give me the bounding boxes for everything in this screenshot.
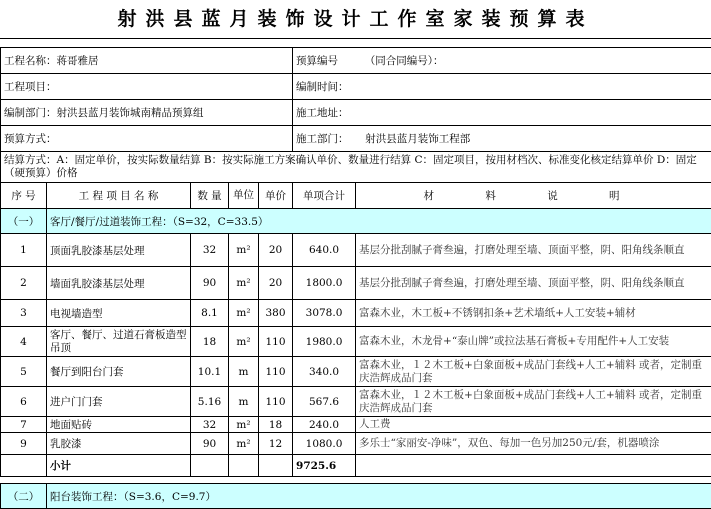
construction-dept-value: 射洪县蓝月装饰工程部 bbox=[365, 133, 470, 145]
row-material: 基层分批刮腻子膏叁遍，打磨处理至墙、顶面平整，阴、阳角线条顺直 bbox=[356, 267, 711, 300]
row-qty: 5.16 bbox=[191, 387, 229, 417]
budget-no-label: 预算编号 bbox=[296, 55, 338, 67]
section-no: （一） bbox=[1, 209, 47, 234]
table-row bbox=[1, 300, 711, 327]
settlement-method: 结算方式：A：固定单价，按实际数量结算 B：按实际施工方案确认单价、数量进行结算 C：固定项目，按用材档次、标准变化核定结算单价 D：固定（硬预算）价格 bbox=[1, 152, 711, 183]
row-total: 340.0 bbox=[293, 357, 356, 387]
row-name: 餐厅到阳台门套 bbox=[47, 357, 191, 387]
row-qty: 90 bbox=[191, 267, 229, 300]
row-name: 进户门门套 bbox=[47, 387, 191, 417]
row-price: 110 bbox=[259, 387, 293, 417]
header-material: 材 料 说 明 bbox=[356, 183, 711, 209]
row-no: 1 bbox=[1, 234, 47, 267]
sheet-title: 射洪县蓝月装饰设计工作室家装预算表 bbox=[0, 0, 711, 38]
compile-dept: 编制部门：射洪县蓝月装饰城南精品预算组 bbox=[1, 100, 293, 126]
row-name: 电视墙造型 bbox=[47, 300, 191, 327]
section-row-2 bbox=[1, 484, 711, 509]
table-row bbox=[1, 357, 711, 387]
row-name: 客厅、餐厅、过道石膏板造型吊顶 bbox=[47, 327, 191, 357]
row-qty: 32 bbox=[191, 417, 229, 433]
row-material: 多乐士“家丽安-净味”，双色、每加一色另加250元/套，机器喷涂 bbox=[356, 433, 711, 455]
row-unit: m² bbox=[229, 327, 259, 357]
table-row bbox=[1, 417, 711, 433]
subtotal-label: 小计 bbox=[47, 455, 191, 477]
row-name: 顶面乳胶漆基层处理 bbox=[47, 234, 191, 267]
row-unit: m bbox=[229, 357, 259, 387]
contract-no-label: （同合同编号）： bbox=[365, 55, 444, 67]
section-row-1 bbox=[1, 209, 711, 234]
subtotal-row bbox=[1, 455, 711, 477]
row-price: 18 bbox=[259, 417, 293, 433]
budget-method: 预算方式： bbox=[1, 126, 293, 152]
project-name: 工程名称：蒋哥雅居 bbox=[1, 48, 293, 74]
row-price: 20 bbox=[259, 267, 293, 300]
row-unit: m² bbox=[229, 234, 259, 267]
section-title: 阳台装饰工程：（S=3.6，C=9.7） bbox=[47, 484, 711, 509]
row-total: 3078.0 bbox=[293, 300, 356, 327]
construction-dept bbox=[293, 126, 711, 152]
row-material: 富森木业，１２木工板+白象面板+成品门套线+人工+辅料 或者，定制重庆浩辉成品门套 bbox=[356, 387, 711, 417]
header-qty: 数 量 bbox=[191, 183, 229, 209]
table-row bbox=[1, 327, 711, 357]
info-row-2 bbox=[1, 74, 711, 100]
row-unit: m² bbox=[229, 300, 259, 327]
section-title: 客厅/餐厅/过道装饰工程：（S=32，C=33.5） bbox=[47, 209, 711, 234]
row-qty: 18 bbox=[191, 327, 229, 357]
row-price: 12 bbox=[259, 433, 293, 455]
header-item: 工 程 项 目 名 称 bbox=[47, 183, 191, 209]
info-row-4 bbox=[1, 126, 711, 152]
header-price: 单价 bbox=[259, 183, 293, 209]
budget-number bbox=[293, 48, 711, 74]
compile-time: 编制时间： bbox=[293, 74, 711, 100]
row-no: 7 bbox=[1, 417, 47, 433]
row-unit: m² bbox=[229, 417, 259, 433]
row-name: 地面贴砖 bbox=[47, 417, 191, 433]
row-qty: 10.1 bbox=[191, 357, 229, 387]
row-total: 1080.0 bbox=[293, 433, 356, 455]
info-row-1 bbox=[1, 48, 711, 74]
header-no: 序 号 bbox=[1, 183, 47, 209]
row-no: 3 bbox=[1, 300, 47, 327]
row-material: 基层分批刮腻子膏叁遍，打磨处理至墙、顶面平整，阴、阳角线条顺直 bbox=[356, 234, 711, 267]
header-row bbox=[1, 183, 711, 209]
row-material: 人工费 bbox=[356, 417, 711, 433]
row-total: 240.0 bbox=[293, 417, 356, 433]
row-no: 2 bbox=[1, 267, 47, 300]
row-qty: 8.1 bbox=[191, 300, 229, 327]
table-row bbox=[1, 234, 711, 267]
row-price: 20 bbox=[259, 234, 293, 267]
row-total: 567.6 bbox=[293, 387, 356, 417]
budget-table bbox=[0, 47, 711, 509]
row-price: 110 bbox=[259, 357, 293, 387]
project-item: 工程项目： bbox=[1, 74, 293, 100]
settlement-row bbox=[1, 152, 711, 183]
row-total: 1980.0 bbox=[293, 327, 356, 357]
row-name: 墙面乳胶漆基层处理 bbox=[47, 267, 191, 300]
site-address: 施工地址： bbox=[293, 100, 711, 126]
row-qty: 90 bbox=[191, 433, 229, 455]
row-no: 5 bbox=[1, 357, 47, 387]
row-price: 110 bbox=[259, 327, 293, 357]
row-no: 9 bbox=[1, 433, 47, 455]
construction-dept-label: 施工部门： bbox=[296, 133, 349, 145]
info-row-3 bbox=[1, 100, 711, 126]
header-total: 单项合计 bbox=[293, 183, 356, 209]
row-qty: 32 bbox=[191, 234, 229, 267]
header-unit: 单位 bbox=[229, 183, 259, 209]
spacer-row bbox=[1, 477, 711, 484]
row-no: 4 bbox=[1, 327, 47, 357]
section-no: （二） bbox=[1, 484, 47, 509]
subtotal-value: 9725.6 bbox=[293, 455, 356, 477]
row-unit: m bbox=[229, 387, 259, 417]
row-material: 富森木业，木工板+不锈钢扣条+艺术墙纸+人工安装+辅材 bbox=[356, 300, 711, 327]
row-total: 640.0 bbox=[293, 234, 356, 267]
row-price: 380 bbox=[259, 300, 293, 327]
row-name: 乳胶漆 bbox=[47, 433, 191, 455]
table-row bbox=[1, 433, 711, 455]
table-row bbox=[1, 387, 711, 417]
row-total: 1800.0 bbox=[293, 267, 356, 300]
row-material: 富森木业，木龙骨+“泰山牌”或拉法基石膏板+专用配件+人工安装 bbox=[356, 327, 711, 357]
row-unit: m² bbox=[229, 267, 259, 300]
table-row bbox=[1, 267, 711, 300]
row-unit: m² bbox=[229, 433, 259, 455]
row-material: 富森木业，１２木工板+白象面板+成品门套线+人工+辅料 或者，定制重庆浩辉成品门套 bbox=[356, 357, 711, 387]
row-no: 6 bbox=[1, 387, 47, 417]
